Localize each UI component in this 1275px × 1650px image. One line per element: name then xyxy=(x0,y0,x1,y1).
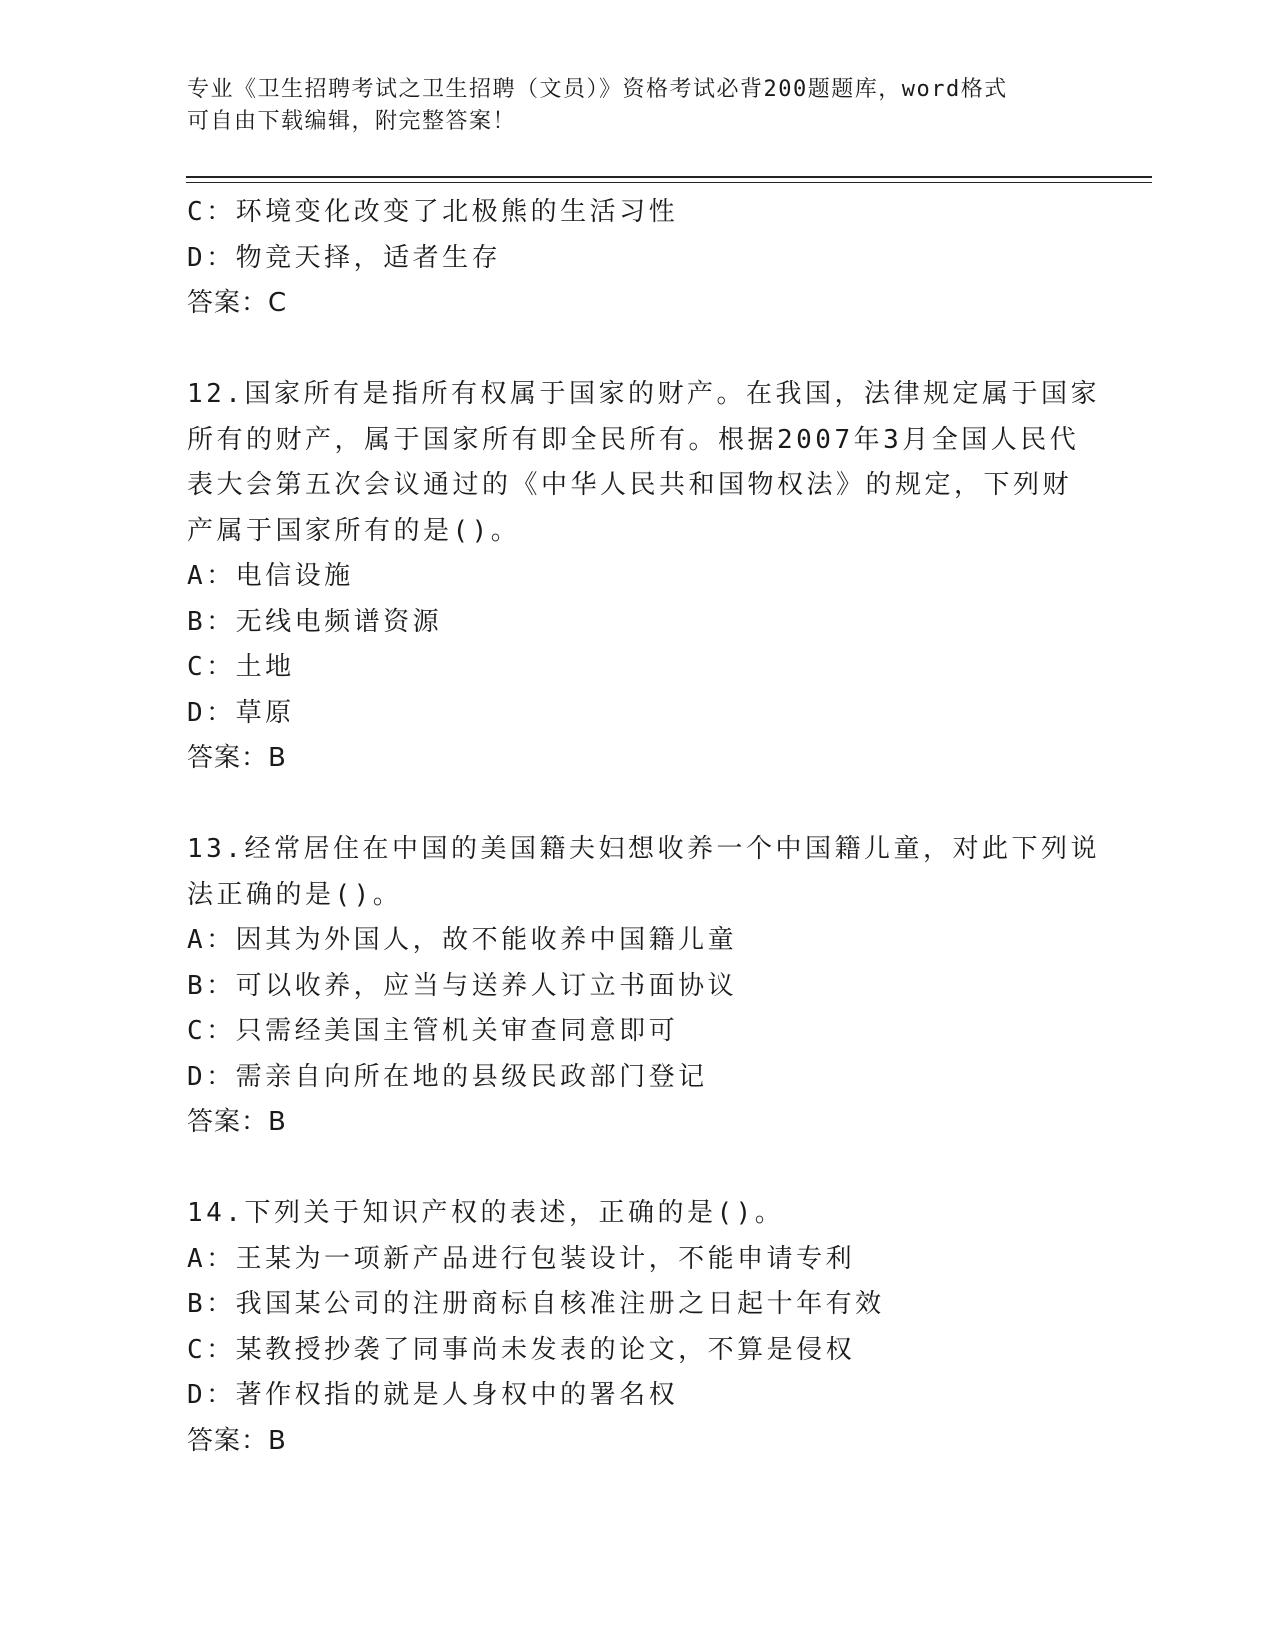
spacer xyxy=(187,782,1087,828)
option-a: A：电信设施 xyxy=(187,561,354,591)
option-b: B：可以收养，应当与送养人订立书面协议 xyxy=(187,970,738,1001)
spacer xyxy=(187,1146,1087,1192)
option-c: C：环境变化改变了北极熊的生活习性 xyxy=(187,197,679,227)
option-c: C：某教授抄袭了同事尚未发表的论文，不算是侵权 xyxy=(187,1334,856,1365)
question-stem-line: 产属于国家所有的是()。 xyxy=(187,515,521,546)
spacer xyxy=(187,327,1087,373)
question-stem-line: 所有的财产，属于国家所有即全民所有。根据2007年3月全国人民代 xyxy=(187,424,1080,455)
question-14 xyxy=(187,1191,1087,1464)
header-divider-thin xyxy=(186,182,1152,183)
header-line-1: 专业《卫生招聘考试之卫生招聘（文员）》资格考试必背200题题库，word格式 xyxy=(187,77,1008,102)
option-b: B：我国某公司的注册商标自核准注册之日起十年有效 xyxy=(187,1289,885,1319)
answer-line: 答案：C xyxy=(187,288,288,318)
answer-line: 答案：B xyxy=(187,743,287,773)
question-stem-line: 表大会第五次会议通过的《中华人民共和国物权法》的规定，下列财 xyxy=(187,470,1073,500)
option-d: D：著作权指的就是人身权中的署名权 xyxy=(187,1380,679,1410)
document-header xyxy=(187,74,1087,138)
question-stem-line: 12.国家所有是指所有权属于国家的财产。在我国，法律规定属于国家 xyxy=(187,379,1100,409)
option-a: A：因其为外国人，故不能收养中国籍儿童 xyxy=(187,925,738,955)
option-b: B：无线电频谱资源 xyxy=(187,606,443,637)
question-fragment xyxy=(187,190,1087,327)
option-d: D：草原 xyxy=(187,697,295,728)
option-d: D：需亲自向所在地的县级民政部门登记 xyxy=(187,1061,708,1092)
question-12 xyxy=(187,372,1100,782)
header-line-2: 可自由下载编辑，附完整答案！ xyxy=(187,109,517,134)
option-a: A：王某为一项新产品进行包装设计，不能申请专利 xyxy=(187,1243,856,1274)
option-d: D：物竞天择，适者生存 xyxy=(187,242,502,273)
question-13 xyxy=(187,827,1100,1146)
question-stem-line: 法正确的是()。 xyxy=(187,879,403,910)
answer-line: 答案：B xyxy=(187,1425,287,1456)
question-stem-line: 14.下列关于知识产权的表述，正确的是()。 xyxy=(187,1198,785,1228)
question-list xyxy=(187,190,1100,1464)
header-divider-thick xyxy=(186,176,1152,178)
option-c: C：只需经美国主管机关审查同意即可 xyxy=(187,1016,679,1046)
question-stem-line: 13.经常居住在中国的美国籍夫妇想收养一个中国籍儿童，对此下列说 xyxy=(187,834,1100,864)
answer-line: 答案：B xyxy=(187,1107,287,1137)
option-c: C：土地 xyxy=(187,652,295,682)
